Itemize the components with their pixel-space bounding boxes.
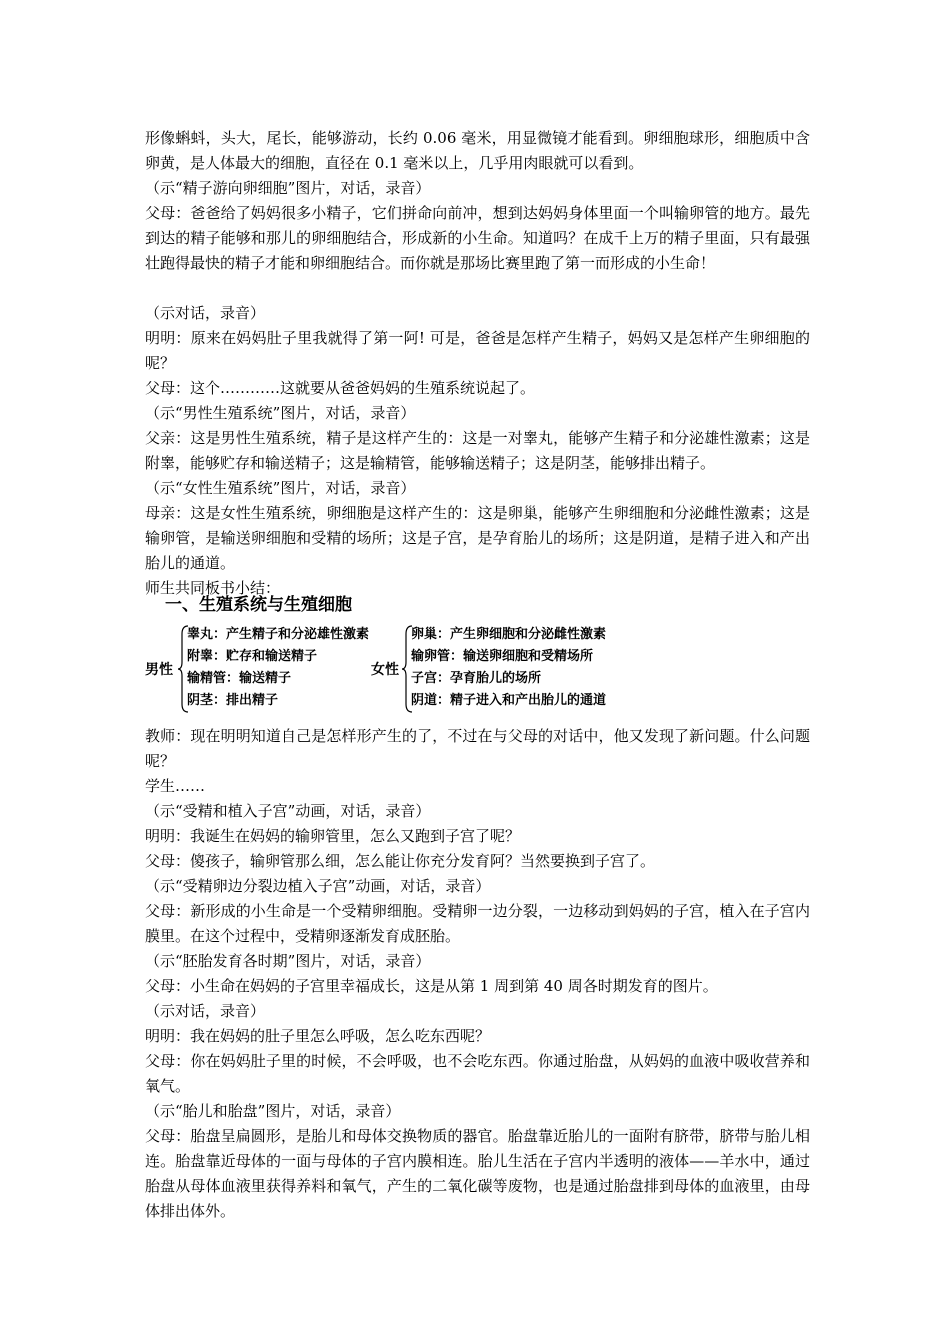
- paragraph-placenta-explanation: 父母：胎盘呈扁圆形，是胎儿和母体交换物质的器官。胎盘靠近胎儿的一面附有脐带，脐带与胎儿相连。胎盘靠近母体的一面与母体的子宫内膜相连。胎儿生活在子宫内半透明的液体——羊水中，通过胎盘从母体血液里获得养料和氧气，产生的二氧化碳等废物，也是通过胎盘排到母体的血液里，由母体排出体外。: [145, 1127, 810, 1220]
- paragraph-father-dialogue: 父亲：这是男性生殖系统，精子是这样产生的：这是一对睾丸，能够产生精子和分泌雄性激素；这是附睾，能够贮存和输送精子；这是输精管，能够输送精子；这是阴茎，能够排出精子。: [145, 429, 810, 472]
- paragraph-summary-intro: 师生共同板书小结：: [145, 579, 281, 597]
- paragraph-mingming-dialogue: 明明：我诞生在妈妈的输卵管里，怎么又跑到子宫了呢？: [145, 827, 521, 845]
- paragraph-mingming-dialogue: 明明：原来在妈妈肚子里我就得了第一阿! 可是，爸爸是怎样产生精子，妈妈又是怎样产生卵细胞的呢？: [145, 329, 810, 372]
- female-item-vagina: 阴道：精子进入和产出胎儿的通道: [411, 693, 607, 708]
- paragraph-parents-dialogue: 父母：小生命在妈妈的子宫里幸福成长，这是从第 1 周到第 40 周各时期发育的图片。: [145, 977, 718, 995]
- female-item-oviduct: 输卵管：输送卵细胞和受精场所: [411, 649, 594, 664]
- paragraph-stage-direction: （示“男性生殖系统”图片，对话，录音）: [145, 404, 416, 422]
- paragraph-stage-direction: （示“女性生殖系统”图片，对话，录音）: [145, 479, 416, 497]
- male-item-epididymis: 附睾：贮存和输送精子: [187, 649, 318, 664]
- female-item-uterus: 子宫：孕育胎儿的场所: [411, 671, 542, 686]
- female-label: 女性: [371, 662, 399, 678]
- paragraph-stage-direction: （示“受精卵边分裂边植入子宫”动画，对话，录音）: [145, 877, 491, 895]
- male-item-penis: 阴茎：排出精子: [187, 693, 279, 708]
- paragraph-teacher-dialogue: 教师：现在明明知道自己是怎样形产生的了，不过在与父母的对话中，他又发现了新问题。什么问题呢？: [145, 727, 810, 770]
- paragraph-sperm-egg-description: 形像蝌蚪，头大，尾长，能够游动，长约 0.06 毫米，用显微镜才能看到。卵细胞球形，细胞质中含卵黄，是人体最大的细胞，直径在 0.1 毫米以上，几乎用肉眼就可以看到。: [145, 129, 810, 172]
- paragraph-parents-dialogue: 父母：这个…………这就要从爸爸妈妈的生殖系统说起了。: [145, 379, 536, 397]
- paragraph-stage-direction: （示对话，录音）: [145, 1002, 266, 1020]
- paragraph-stage-direction: （示“受精和植入子宫”动画，对话，录音）: [145, 802, 431, 820]
- male-item-vas-deferens: 输精管：输送精子: [187, 671, 292, 686]
- paragraph-mother-dialogue: 母亲：这是女性生殖系统，卵细胞是这样产生的：这是卵巢，能够产生卵细胞和分泌雌性激素；这是输卵管，是输送卵细胞和受精的场所；这是子宫，是孕育胎儿的场所；这是阴道，是精子进入和产出胎儿的通道。: [145, 504, 810, 572]
- paragraph-student-response: 学生……: [145, 777, 206, 795]
- section-heading: 一、生殖系统与生殖细胞: [165, 595, 352, 615]
- paragraph-mingming-dialogue: 明明：我在妈妈的肚子里怎么呼吸，怎么吃东西呢？: [145, 1027, 491, 1045]
- paragraph-stage-direction: （示“胎儿和胎盘”图片，对话，录音）: [145, 1102, 401, 1120]
- paragraph-parents-dialogue: 父母：傻孩子，输卵管那么细，怎么能让你充分发育阿？当然要换到子宫了。: [145, 852, 656, 870]
- paragraph-stage-direction: （示“胚胎发育各时期”图片，对话，录音）: [145, 952, 431, 970]
- paragraph-stage-direction: （示对话，录音）: [145, 304, 266, 322]
- female-item-ovary: 卵巢：产生卵细胞和分泌雌性激素: [411, 627, 607, 642]
- paragraph-parents-dialogue: 父母：新形成的小生命是一个受精卵细胞。受精卵一边分裂，一边移动到妈妈的子宫，植入在子宫内膜里。在这个过程中，受精卵逐渐发育成胚胎。: [145, 902, 810, 945]
- paragraph-parents-dialogue: 父母：爸爸给了妈妈很多小精子，它们拼命向前冲，想到达妈妈身体里面一个叫输卵管的地方。最先到达的精子能够和那儿的卵细胞结合，形成新的小生命。知道吗？在成千上万的精子里面，只有最强壮跑得最快的精子才能和卵细胞结合。而你就是那场比赛里跑了第一而形成的小生命！: [145, 204, 810, 272]
- paragraph-stage-direction: （示“精子游向卵细胞”图片，对话，录音）: [145, 179, 431, 197]
- paragraph-parents-dialogue: 父母：你在妈妈肚子里的时候，不会呼吸，也不会吃东西。你通过胎盘，从妈妈的血液中吸收营养和氧气。: [145, 1052, 810, 1095]
- reproductive-system-diagram: [145, 624, 665, 714]
- male-label: 男性: [145, 662, 173, 678]
- male-item-testis: 睾丸：产生精子和分泌雄性激素: [187, 627, 370, 642]
